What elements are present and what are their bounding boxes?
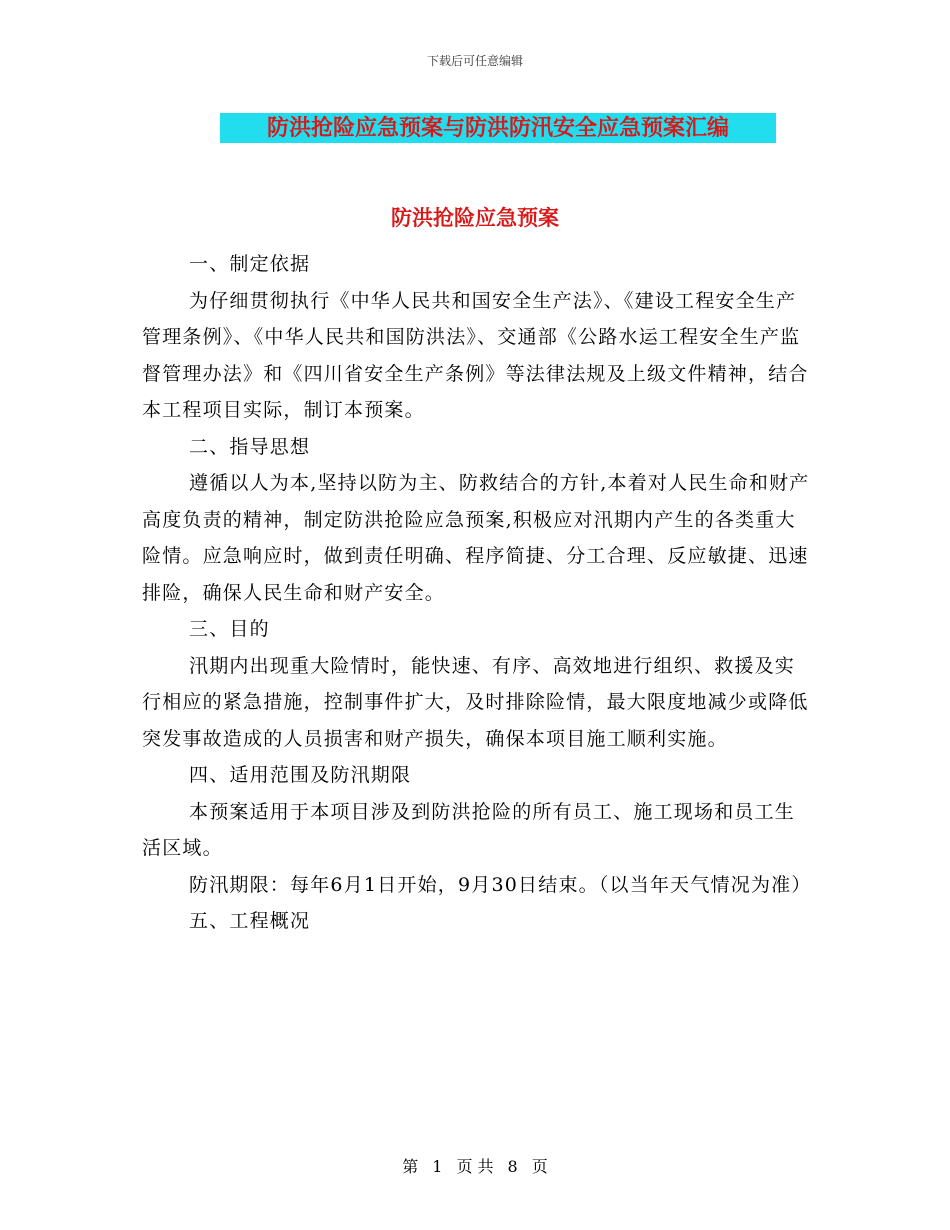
- footer-prefix: 第: [402, 1157, 419, 1176]
- paragraph-basis: 为仔细贯彻执行《中华人民共和国安全生产法》、《建设工程安全生产管理条例》、《中华人民共和国防洪法》、交通部《公路水运工程安全生产监督管理办法》和《四川省安全生产条例》等法律法规及上级文件精神，结合本工程项目实际，制订本预案。: [142, 289, 809, 421]
- page-total: 8: [507, 1157, 518, 1176]
- heading-basis: 一、制定依据: [189, 253, 311, 275]
- document-title: 防洪抢险应急预案与防洪防汛安全应急预案汇编: [220, 113, 776, 143]
- paragraph-scope: 本预案适用于本项目涉及到防洪抢险的所有员工、施工现场和员工生活区域。: [142, 800, 796, 859]
- heading-purpose: 三、目的: [189, 618, 270, 640]
- footer-suffix: 页: [531, 1157, 548, 1176]
- paragraph-purpose: 汛期内出现重大险情时，能快速、有序、高效地进行组织、救援及实行相应的紧急措施，控制事件扩大，及时排除险情，最大限度地减少或降低突发事故造成的人员损害和财产损失，确保本项目施工顺利实施。: [142, 654, 809, 750]
- heading-scope: 四、适用范围及防汛期限: [189, 764, 412, 786]
- heading-project-overview: 五、工程概况: [189, 910, 311, 932]
- page-footer: [0, 1154, 950, 1177]
- document-body: [142, 246, 814, 940]
- paragraph-guiding-thought: 遵循以人为本,坚持以防为主、防救结合的方针,本着对人民生命和财产高度负责的精神，制定防洪抢险应急预案,积极应对汛期内产生的各类重大险情。应急响应时，做到责任明确、程序简捷、分工合理、反应敏捷、迅速排险，确保人民生命和财产安全。: [142, 472, 810, 604]
- page-number: 1: [432, 1157, 443, 1176]
- heading-guiding-thought: 二、指导思想: [189, 435, 311, 458]
- footer-middle: 页 共: [456, 1157, 494, 1176]
- section-title: 防洪抢险应急预案: [391, 205, 559, 230]
- paragraph-flood-period: 防汛期限：每年6月1日开始，9月30日结束。（以当年天气情况为准）: [189, 873, 812, 896]
- header-note: 下载后可任意编辑: [426, 54, 523, 68]
